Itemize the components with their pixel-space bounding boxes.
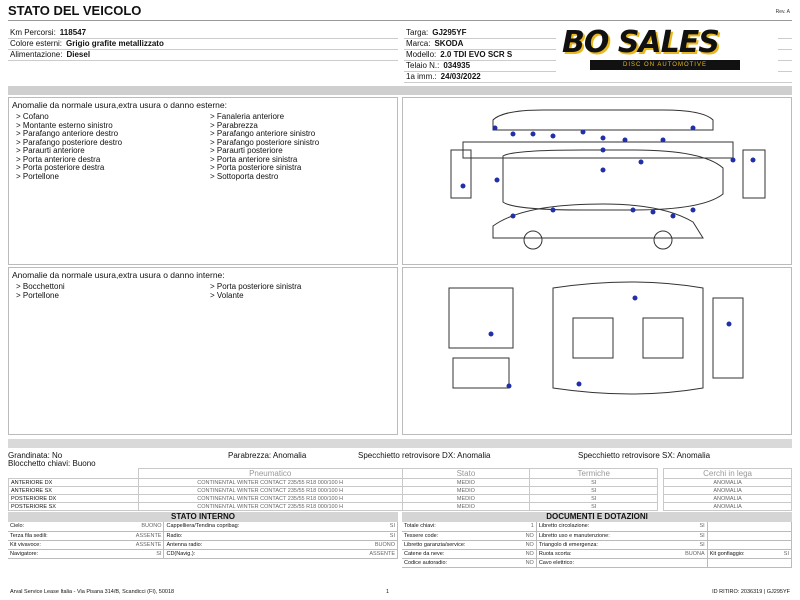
documents-value: NO	[514, 531, 536, 540]
tyre-term-cell: SI	[530, 495, 658, 503]
color-row: Colore esterni: Grigio grafite metallizzato	[8, 39, 398, 50]
tyre-term-cell: SI	[530, 503, 658, 511]
internal-damage-item: > Volante	[210, 290, 244, 300]
section-divider-bar	[8, 86, 792, 95]
footer-page-number: 1	[386, 589, 390, 595]
registration-row: 1a imm.: 24/03/2022	[404, 72, 792, 83]
car-rear-view	[451, 150, 471, 198]
tyre-cerchi-cell: ANOMALIA	[664, 479, 792, 487]
tyre-row	[9, 495, 792, 503]
documents-section	[402, 512, 792, 568]
internal-damage-title: Anomalie da normale usura,extra usura o danno interne:	[12, 270, 225, 280]
documents-value	[666, 558, 707, 567]
tyre-cerchi-cell: ANOMALIA	[664, 487, 792, 495]
documents-row	[402, 531, 792, 540]
documents-title: DOCUMENTI E DOTAZIONI	[402, 512, 792, 522]
tyre-tyre-cell: CONTINENTAL WINTER CONTACT 235/55 R18 000/100 H	[138, 479, 402, 487]
tyre-pos-cell: POSTERIORE DX	[9, 495, 139, 503]
internal-state-label: CD(Navig.):	[164, 549, 332, 558]
tyre-stato-cell: MEDIO	[402, 503, 530, 511]
rims-header: Cerchi in lega	[664, 469, 792, 479]
status-line-rule	[8, 439, 792, 448]
external-damage-item: > Fanaleria anteriore	[210, 112, 285, 121]
documents-label	[707, 540, 775, 549]
internal-state-label: Navigatore:	[8, 549, 98, 558]
front-seat-left	[573, 318, 613, 358]
car-side-view	[493, 204, 703, 238]
page-title: STATO DEL VEICOLO	[8, 3, 142, 18]
wheel-rear	[654, 231, 672, 249]
internal-state-label: Kit vivavoce:	[8, 540, 98, 549]
documents-value	[775, 540, 792, 549]
tyre-term-cell: SI	[530, 487, 658, 495]
plate-value: GJ295YF	[432, 28, 467, 37]
external-damage-title: Anomalie da normale usura,extra usura o danno esterne:	[12, 100, 227, 110]
documents-row	[402, 549, 792, 558]
state-header: Stato	[402, 469, 530, 479]
external-damage-item: > Paraurti anteriore	[16, 146, 85, 155]
internal-state-label: Radio:	[164, 531, 332, 540]
external-damage-item: > Porta posteriore sinistra	[210, 163, 302, 172]
brand-value: SKODA	[434, 39, 464, 48]
interior-tailgate-view	[453, 358, 509, 388]
tyre-row	[9, 487, 792, 495]
plate-row: Targa: GJ295YF	[404, 28, 792, 39]
internal-damage-list-2	[210, 283, 398, 300]
documents-row	[402, 558, 792, 567]
internal-diagram-panel	[402, 267, 792, 435]
external-damage-list-2	[210, 113, 398, 181]
documents-label	[707, 531, 775, 540]
internal-state-row	[8, 531, 398, 540]
documents-label: Libretto garanzia/service:	[402, 540, 514, 549]
internal-state-section	[8, 512, 398, 559]
documents-label: Kit gonfiaggio:	[707, 549, 775, 558]
internal-damage-list-1	[16, 283, 206, 300]
internal-state-value: ASSENTE	[98, 531, 164, 540]
documents-value: SI	[666, 540, 707, 549]
documents-label	[707, 522, 775, 531]
internal-state-row	[8, 549, 398, 558]
internal-damage-item: > Bocchettoni	[16, 282, 65, 291]
external-damage-item: > Montante esterno sinistro	[16, 120, 113, 130]
hail-status: Grandinata: No	[8, 451, 63, 460]
header-rule	[8, 20, 792, 21]
internal-state-value: ASSENTE	[332, 549, 398, 558]
mirror-dx-status: Specchietto retrovisore DX: Anomalia	[358, 451, 491, 460]
tyre-pos-cell: POSTERIORE SX	[9, 503, 139, 511]
interior-door-view	[713, 298, 743, 378]
registration-value: 24/03/2022	[440, 72, 481, 81]
tyre-stato-cell: MEDIO	[402, 495, 530, 503]
internal-state-label: Antenna radio:	[164, 540, 332, 549]
km-row: Km Percorsi: 118547	[8, 28, 398, 39]
km-value: 118547	[59, 28, 87, 37]
windshield-status: Parabrezza: Anomalia	[228, 451, 307, 460]
external-damage-item: > Porta posteriore destra	[16, 163, 105, 172]
documents-label: Triangolo di emergenza:	[536, 540, 666, 549]
internal-state-value: BUONO	[332, 540, 398, 549]
external-damage-item: > Parabrezza	[210, 120, 258, 130]
tyre-stato-cell: MEDIO	[402, 479, 530, 487]
external-damage-item: > Cofano	[16, 112, 49, 121]
brand-row: Marca: SKODA	[404, 39, 792, 50]
internal-state-label: Cielo:	[8, 522, 98, 531]
internal-damage-item: > Portellone	[16, 290, 59, 300]
internal-state-title: STATO INTERNO	[8, 512, 398, 522]
documents-value	[775, 531, 792, 540]
internal-state-label: Cappelliera/Tendina copribag:	[164, 522, 332, 531]
key-block-status: Blocchetto chiavi: Buono	[8, 459, 96, 468]
mirror-sx-status: Specchietto retrovisore SX: Anomalia	[578, 451, 711, 460]
external-damage-item: > Parafango posteriore destro	[16, 137, 123, 147]
documents-value: SI	[666, 522, 707, 531]
internal-state-row	[8, 522, 398, 531]
footer-id: ID RITIRO: 2036319 | GJ295YF	[712, 589, 790, 595]
tyre-tyre-cell: CONTINENTAL WINTER CONTACT 235/55 R18 000/100 H	[138, 503, 402, 511]
documents-table	[402, 522, 792, 568]
chassis-value: 034935	[443, 61, 471, 70]
revision-label: Rev. A	[775, 9, 790, 15]
car-top-view	[503, 150, 723, 210]
tyre-term-cell: SI	[530, 479, 658, 487]
internal-state-value: SI	[98, 549, 164, 558]
car-front-end-view	[743, 150, 765, 198]
external-damage-item: > Sottoporta destro	[210, 171, 279, 181]
documents-value: 1	[514, 522, 536, 531]
internal-state-value: SI	[332, 531, 398, 540]
documents-label: Ruota scorta:	[536, 549, 666, 558]
tyres-header-row	[9, 469, 792, 479]
documents-row	[402, 540, 792, 549]
external-damage-item: > Paraurti posteriore	[210, 146, 283, 155]
external-diagram-panel	[402, 97, 792, 265]
internal-state-value: SI	[332, 522, 398, 531]
documents-label: Catene da neve:	[402, 549, 514, 558]
bo-sales-logo	[556, 26, 778, 78]
logo-main-text: BO SALES	[562, 25, 719, 60]
fuel-row: Alimentazione: Diesel	[8, 50, 398, 61]
tyre-stato-cell: MEDIO	[402, 487, 530, 495]
documents-label: Tessere code:	[402, 531, 514, 540]
documents-label: Cavo elettrico:	[536, 558, 666, 567]
car-exterior-diagram	[403, 98, 791, 264]
car-front-view	[493, 110, 713, 130]
tyre-row	[9, 479, 792, 487]
external-damage-item: > Parafango anteriore destro	[16, 129, 119, 138]
documents-value	[775, 558, 792, 567]
external-damage-item: > Parafango posteriore sinistro	[210, 137, 320, 147]
documents-label: Codice autoradio:	[402, 558, 514, 567]
documents-value: BUONA	[666, 549, 707, 558]
internal-state-value: BUONO	[98, 522, 164, 531]
tyre-tyre-cell: CONTINENTAL WINTER CONTACT 235/55 R18 000/100 H	[138, 487, 402, 495]
internal-state-value: ASSENTE	[98, 540, 164, 549]
wheel-front	[524, 231, 542, 249]
model-value: 2.0 TDI EVO SCR S	[440, 50, 513, 59]
tyres-table	[8, 468, 792, 511]
external-damage-list-1	[16, 113, 206, 181]
tyre-row	[9, 503, 792, 511]
documents-value	[775, 522, 792, 531]
thermal-header: Termiche	[530, 469, 658, 479]
documents-label: Libretto circolazione:	[536, 522, 666, 531]
external-damage-item: > Porta anteriore destra	[16, 154, 101, 164]
internal-damage-item: > Porta posteriore sinistra	[210, 282, 302, 291]
tyre-pos-cell: ANTERIORE DX	[9, 479, 139, 487]
external-damage-item: > Portellone	[16, 171, 59, 181]
documents-value: SI	[666, 531, 707, 540]
internal-state-table	[8, 522, 398, 559]
footer-company: Arval Service Lease Italia - Via Pisana 314/B, Scandicci (FI), 50018	[10, 589, 175, 595]
tyre-cerchi-cell: ANOMALIA	[664, 495, 792, 503]
documents-value: NO	[514, 540, 536, 549]
documents-value: NO	[514, 549, 536, 558]
car-interior-diagram	[403, 268, 791, 434]
tyre-pos-cell: ANTERIORE SX	[9, 487, 139, 495]
documents-value: SI	[775, 549, 792, 558]
tyre-tyre-cell: CONTINENTAL WINTER CONTACT 235/55 R18 000/100 H	[138, 495, 402, 503]
documents-row	[402, 522, 792, 531]
documents-label: Libretto uso e manutenzione:	[536, 531, 666, 540]
internal-state-label: Terza fila sedili:	[8, 531, 98, 540]
interior-trunk-view	[449, 288, 513, 348]
documents-label: Totale chiavi:	[402, 522, 514, 531]
model-row: Modello: 2.0 TDI EVO SCR S	[404, 50, 792, 61]
fuel-value: Diesel	[66, 50, 91, 59]
documents-value: NO	[514, 558, 536, 567]
front-seat-right	[643, 318, 683, 358]
external-damage-item: > Parafango anteriore sinistro	[210, 129, 316, 138]
vehicle-info-left	[8, 28, 398, 61]
tyre-header: Pneumatico	[138, 469, 402, 479]
color-value: Grigio grafite metallizzato	[66, 39, 164, 48]
chassis-row: Telaio N.: 034935	[404, 61, 792, 72]
internal-state-row	[8, 540, 398, 549]
tyre-cerchi-cell: ANOMALIA	[664, 503, 792, 511]
logo-sub-text: DISC ON AUTOMOTIVE	[590, 60, 740, 70]
interior-top-view	[553, 282, 703, 394]
documents-label	[707, 558, 775, 567]
external-damage-item: > Porta anteriore sinistra	[210, 154, 298, 164]
